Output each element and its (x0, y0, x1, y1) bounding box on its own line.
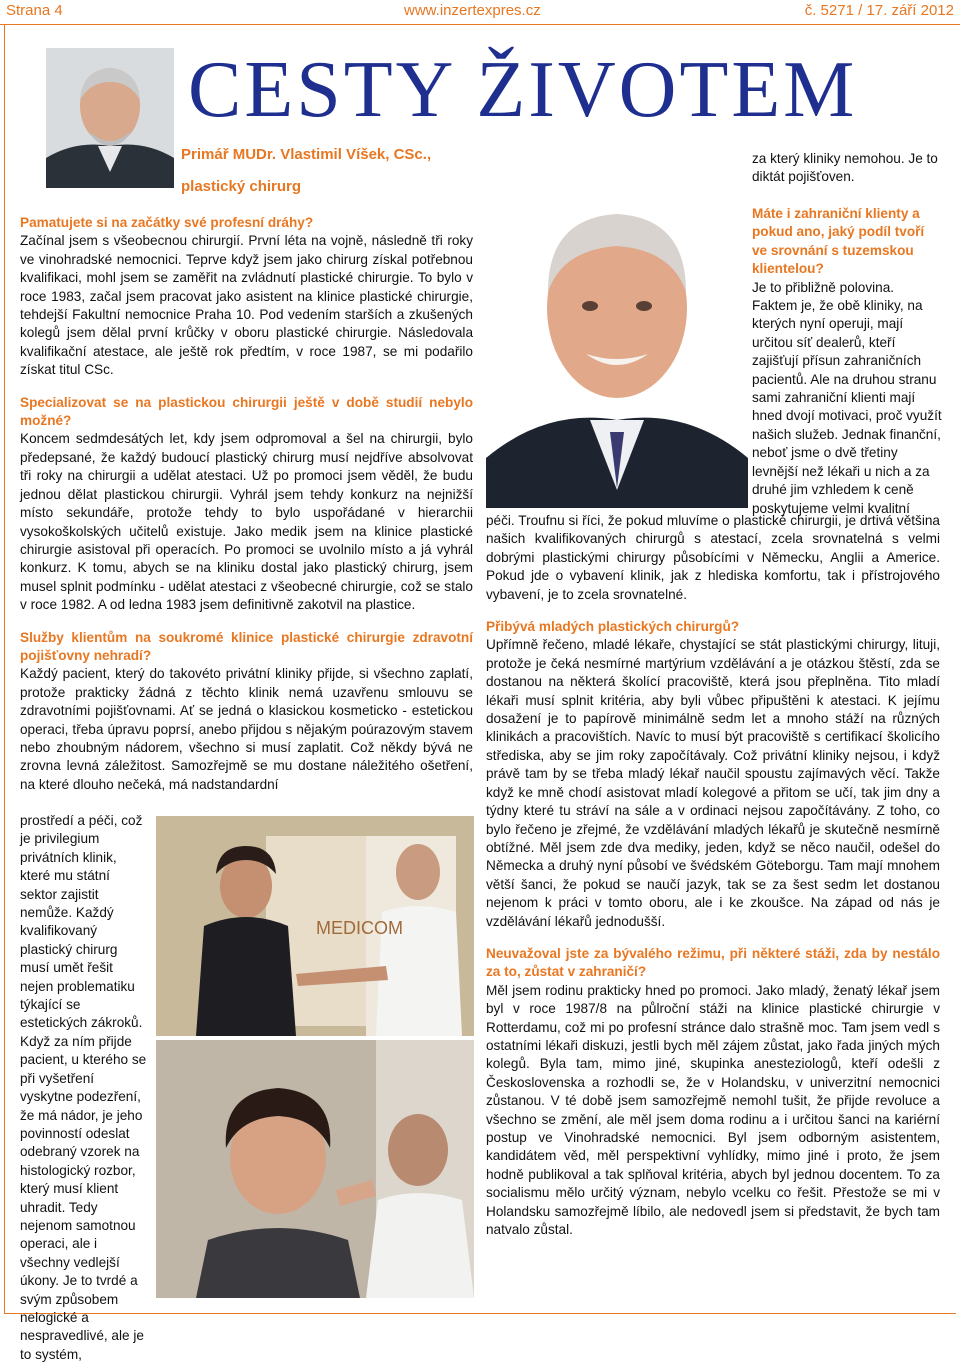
portrait-large-photo (486, 158, 748, 508)
right-top-text: za který kliniky nemohou. Je to diktát pojišťoven. (752, 151, 938, 185)
right-question-1 (752, 205, 942, 518)
page-number: Strana 4 (6, 2, 63, 19)
answer: Měl jsem rodinu prakticky hned po promoci. Jako mladý, ženatý lékař jsem byl v roce 1987/8 na půlroční stáži na klinice plastické chirurgie v Rotterdamu, což mi po profesní stránce dalo strašně moc. Tam jsem vedl s ostatními lékaři diskuzi, jestli bych měl zájem zůstat, jako řada jiných mých kolegů. Byla tam, mimo jiné, skupinka anesteziologů, kteří odešli z Československa a rozhodli se, že v Holandsku, v univerzitní nemocnici zůstanou. V té době jsem samozřejmě nemohl tušit, že přijde revoluce a všechno se změní, ale měl jsem doma rodinu a i určitou šanci na kariérní postup ve Vinohradské nemocnici. Byl jsem odborným asistentem, kandidátem věd, měl perspektivní vyhlídky, mimo jiné i proto, že jsem hodně publikoval a tak splňoval kritéria, abych byl jednou docentem. To za socialismu mělo určitý význam, nebylo vcelku co řešit. Přestože se mi v Holandsku samozřejmě líbilo, ale nedovedl jsem si představit, že bych tam natvalo zůstal. (486, 982, 940, 1238)
author-name: Primář MUDr. Vlastimil Víšek, CSc., (181, 146, 432, 163)
left-column (20, 214, 473, 794)
answer: Začínal jsem s všeobecnou chirurgií. První léta na vojně, následně tři roky ve vinohradské nemocnici. Teprve když jsem jako chirurg získal potřebnou kvalifikaci, mohl jsem se zaměřit na zvládnutí plastické chirurgie. To bylo v roce 1983, začal jsem pracovat jako asistent na klinice plastické chirurgie, tehdejší Fakultní nemocnice Praha 10. Pod vedením starších a zkušených kolegů jsem dělal první krůčky v oboru plastické chirurgie. Následovala kvalifikační atestace, ale ještě rok předtím, v roce 1987, se mi podařilo získat titul CSc. (20, 233, 473, 378)
question: Služby klientům na soukromé klinice plastické chirurgie zdravotní pojišťovny nehradí? (20, 629, 473, 663)
issue-date: č. 5271 / 17. září 2012 (804, 2, 954, 19)
question: Přibývá mladých plastických chirurgů? (486, 619, 740, 635)
author-role: plastický chirurg (181, 178, 302, 195)
answer: Upřímně řečeno, mladé lékaře, chystající se stát plastickými chirurgy, lituji, protože je čeká nesmírné martýrium vzdělávání a je otázkou štěstí, zda se dostanou na některá školící pracoviště, která jsou přeplněna. Tito mladí lékaři musí splnit kritéria, aby byli vůbec připuštěni k atestaci. K jejímu dosažení je to papírově minimálně sedm let a mnoho stáží na různých klinikách a pracovištích. Navíc to musí být pracoviště s certifikací školicího střediska, aby se jim roky započítávaly. Což privátní kliniky nejsou, i když právě tam by se třeba mladý lékař naučil spoustu zajímavých věcí. Takže když ke mně chodí asistovat mladí kolegové a přitom se učí, tak jim dny a týdny které tu stráví na sále a v ordinaci nejsou započítávány. Z toho, co bylo řečeno je zřejmé, že vzdělávání mladých lékařů je skutečně nesmírně obtížné. Měl jsem zde dva mediky, jeden, když se něco naučil, odešel do Německa a druhý nyní působí ve švédském Göteborgu. Tam mají mnohem větší šanci, že pokud se naučí jazyk, tak se za šest sedm let dostanou nejenom k práci v tomto oboru, ale i ke zkoušce. Na západ od nás je vzdělávání lékařů jednodušší. (486, 637, 940, 929)
answer: Koncem sedmdesátých let, kdy jsem odpromoval a šel na chirurgii, bylo předepsané, že každý budoucí plastický chirurg musí nejdříve absolvovat tři roky na chirurgii a udělat atestaci. Už po promoci jsem věděl, že budu jednou dělat plastickou chirurgii. Vyhrál jsem tehdy konkurz na nejnižší místo sekundáře, protože tehdy to bylo uspořádané v hierarchii vysokoškolských učitelů existuje. Jako medik jsem na klinice plastické chirurgie asistoval při operacích. Po promoci se uvolnilo místo a já vyhrál konkurz. K tomu, abych se na kliniku dostal jako plastický chirurg, jsem musel splnit podmínku - udělat atestaci z všeobecné chirurgie, což se stalo v roce 1982. A od ledna 1983 jsem definitivně zakotvil na plastice. (20, 431, 473, 613)
clinic-examination-photo (156, 1040, 474, 1298)
answer: péči. Troufnu si říci, že pokud mluvíme o plastické chirurgii, je drtivá většina našich kvalifikovaných chirurgů s atestací, zcela srovnatelná s velmi dobrými plastickými chirurgy působícími v Německu, Anglii a Americe. Pokud jde o vybavení klinik, jak z hlediska komfortu, tak i přístrojového vybavení, je to zcela srovnatelné. (486, 513, 940, 602)
svg-text:MEDICOM: MEDICOM (316, 918, 403, 938)
question: Neuvažoval jste za bývalého režimu, při některé stáži, zda by nestálo za to, zůstat v zahraničí? (486, 945, 940, 980)
right-column (486, 512, 940, 1239)
narrow-column: prostředí a péči, což je privilegium privátních klinik, které mu státní sektor zajistit nemůže. Každý kvalifikovaný plastický chirurg musí umět řešit nejen problematiku týkající se estetických zákroků. Když za ním přijde pacient, u kterého se při vyšetření vyskytne podezření, že má nádor, je jeho povinností odeslat odebraný vzorek na histologický rozbor, který musí klient uhradit. Tedy nejenom samotnou operaci, ale i všechny vedlejší úkony. Je to tvrdé a svým způsobem nelogické a nespravedlivé, ale je to systém, (20, 813, 147, 1362)
answer: Je to přibližně polovina. Faktem je, že obě kliniky, na kterých nyní operuji, mají určitou síť dealerů, kteří zajišťují přísun zahraničních pacientů. Ale na druhou stranu sami zahraniční klienti mají hned dvojí motivaci, proč využít našich služeb. Jednak finanční, neboť jsme o dvě třetiny levnější než lékaři u nich a za druhé jim vzhledem k ceně poskytujeme velmi kvalitní (752, 279, 942, 516)
clinic-handshake-photo (156, 816, 474, 1036)
header-rule (0, 24, 960, 25)
website-link[interactable]: www.inzertexpres.cz (404, 2, 541, 19)
portrait-small-photo (46, 48, 174, 188)
frame-left (4, 24, 5, 1314)
question: Máte i zahraniční klienty a pokud ano, jaký podíl tvoří ve srovnání s tuzemskou klientelou? (752, 206, 925, 277)
answer: Každý pacient, který do takovéto privátní kliniky přijde, si všechno zaplatí, protože prakticky žádná z těchto klinik nemá uzavřenu smlouvu se zdravotními pojišťovnami. Ať se jedná o klasickou kosmeticko - estetickou operaci, třeba úpravu poprsí, anebo přijdou s nějakým poúrazovým stavem nebo zhoubným nádorem, všechno si musí zaplatit. Což někdy bývá ne zrovna levná záležitost. Samozřejmě se mu dostane náležitého ošetření, na které dlouho nečeká, má nadstandardní (20, 666, 473, 792)
question: Pamatujete si na začátky své profesní dráhy? (20, 215, 314, 230)
question: Specializovat se na plastickou chirurgii ještě v době studií nebylo možné? (20, 394, 473, 429)
article-title: CESTY ŽIVOTEM (188, 46, 858, 134)
